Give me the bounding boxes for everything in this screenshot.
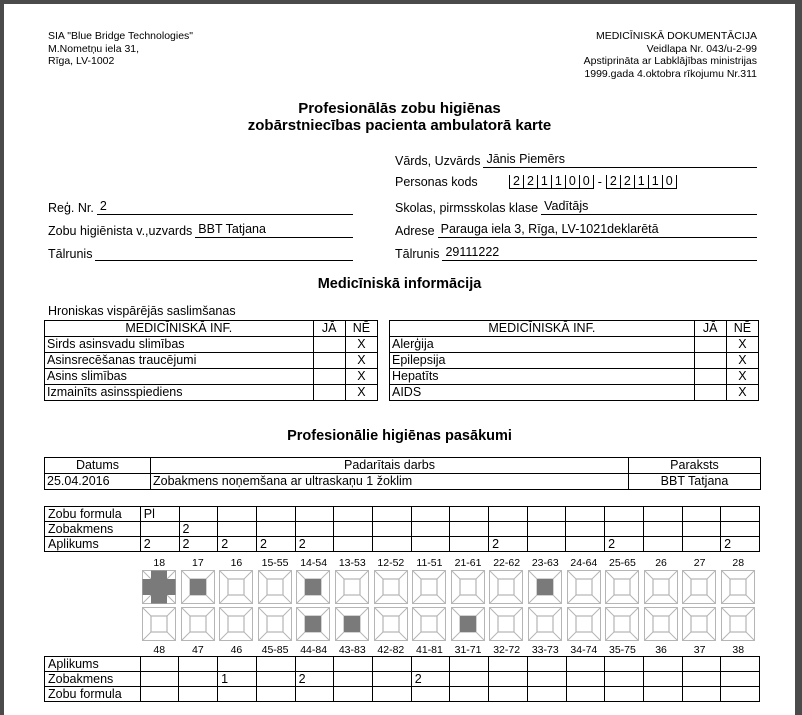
dental-cell[interactable] (334, 537, 373, 552)
dental-cell[interactable] (334, 522, 373, 537)
medical-table-left (44, 320, 378, 401)
dental-row (45, 537, 760, 552)
tooth-icon[interactable] (567, 607, 601, 641)
column-header: NĒ (345, 321, 377, 337)
yes-cell[interactable] (694, 353, 726, 369)
tooth-icon[interactable] (412, 570, 446, 604)
dental-cell[interactable] (721, 522, 760, 537)
patient-phone-value[interactable]: 29111222 (442, 245, 757, 261)
dental-cell[interactable] (721, 507, 760, 522)
hygienist-phone-field (48, 245, 353, 261)
dental-cell[interactable] (373, 657, 412, 672)
tooth-icon[interactable] (219, 607, 253, 641)
tooth-number: 21-61 (454, 557, 482, 569)
tooth-number: 42-82 (377, 644, 405, 656)
org-line: SIA "Blue Bridge Technologies" (48, 30, 194, 42)
filled-tooth-icon[interactable] (296, 607, 330, 641)
personal-code-digit: 2 (620, 175, 634, 188)
column-header: JĀ (694, 321, 726, 337)
tooth-icon[interactable] (374, 607, 408, 641)
personal-code-separator: - (597, 175, 602, 189)
dental-cell[interactable] (411, 522, 450, 537)
tooth-icon[interactable] (721, 570, 755, 604)
dental-cell[interactable] (373, 672, 412, 687)
dental-cell[interactable] (605, 657, 644, 672)
no-cell[interactable]: X (726, 369, 758, 385)
dental-cell[interactable] (605, 507, 644, 522)
column-header: Datums (45, 458, 151, 474)
procedures-table (44, 457, 761, 490)
yes-cell[interactable] (313, 385, 345, 401)
meta-line: 1999.gada 4.oktobra rīkojumu Nr.311 (584, 67, 757, 80)
dental-cell[interactable] (373, 687, 412, 702)
dental-cell[interactable]: 2 (721, 537, 760, 552)
tooth-icon[interactable] (489, 607, 523, 641)
dental-cell[interactable] (218, 657, 257, 672)
dental-cell[interactable] (721, 687, 760, 702)
tooth-number: 12-52 (377, 557, 405, 569)
school-value[interactable]: Vadītājs (541, 199, 757, 215)
dental-cell[interactable] (140, 657, 179, 672)
title-line-2: zobārstniecības pacienta ambulatorā karte (247, 117, 552, 134)
yes-cell[interactable] (313, 353, 345, 369)
dental-cell[interactable] (411, 687, 450, 702)
table-header-row (390, 321, 759, 337)
dental-row (45, 672, 760, 687)
patient-name-field (395, 152, 757, 168)
tooth-icon[interactable] (258, 607, 292, 641)
tooth-icon[interactable] (412, 607, 446, 641)
patient-name-value[interactable]: Jānis Piemērs (483, 152, 757, 168)
tooth-number: 25-65 (609, 557, 636, 569)
dental-cell[interactable] (605, 687, 644, 702)
dental-cell[interactable] (140, 687, 179, 702)
dental-cell[interactable]: Pl (140, 507, 179, 522)
medical-section-title: Medicīniskā informācija (317, 276, 482, 292)
dental-cell[interactable] (489, 687, 528, 702)
dental-cell[interactable] (643, 657, 682, 672)
tooth-number: 43-83 (338, 644, 366, 656)
tooth-number: 47 (192, 644, 204, 656)
filled-tooth-icon[interactable] (296, 570, 330, 604)
dental-cell[interactable] (334, 507, 373, 522)
procedure-date: 25.04.2016 (45, 474, 151, 490)
dental-cell[interactable] (179, 507, 218, 522)
org-line: Rīga, LV-1002 (48, 55, 115, 67)
yes-cell[interactable] (694, 337, 726, 353)
tooth-icon[interactable] (142, 607, 176, 641)
dental-cell[interactable] (450, 657, 489, 672)
yes-cell[interactable] (694, 369, 726, 385)
document-page (4, 4, 795, 715)
dental-cell[interactable] (721, 672, 760, 687)
dental-row (45, 687, 760, 702)
upper-teeth-table (44, 506, 760, 552)
organization-address (48, 30, 193, 68)
dental-cell[interactable] (682, 507, 721, 522)
dental-cell[interactable]: 2 (140, 537, 179, 552)
tooth-icon[interactable] (258, 570, 292, 604)
no-cell[interactable]: X (345, 369, 377, 385)
school-label: Skolas, pirmsskolas klase (395, 201, 539, 215)
tooth-number: 36 (655, 644, 667, 656)
address-value[interactable]: Parauga iela 3, Rīga, LV-1021deklarētā (438, 222, 757, 238)
personal-code-digit: 2 (523, 175, 537, 188)
dental-cell[interactable] (721, 657, 760, 672)
dental-cell[interactable] (566, 507, 605, 522)
procedures-section-title: Profesionālie higiēnas pasākumi (287, 428, 512, 444)
dental-row (45, 522, 760, 537)
medical-row (45, 337, 378, 353)
tooth-number: 22-62 (493, 557, 521, 569)
no-cell[interactable]: X (726, 385, 758, 401)
dental-cell[interactable] (566, 687, 605, 702)
school-field (395, 199, 757, 215)
condition-name: Asins slimības (45, 369, 314, 385)
dental-cell[interactable] (489, 657, 528, 672)
dental-cell[interactable] (566, 522, 605, 537)
meta-line: MEDICĪNISKĀ DOKUMENTĀCIJA (595, 30, 757, 42)
dental-cell[interactable] (411, 657, 450, 672)
dental-cell[interactable] (643, 522, 682, 537)
procedure-work: Zobakmens noņemšana ar ultraskaņu 1 žoklim (151, 474, 629, 490)
condition-name: Alerģija (390, 337, 695, 353)
hygienist-name-value[interactable]: BBT Tatjana (195, 222, 353, 238)
column-header: NĒ (726, 321, 758, 337)
dental-cell[interactable] (489, 522, 528, 537)
dental-cell[interactable] (527, 537, 566, 552)
dental-cell[interactable] (566, 657, 605, 672)
dental-cell[interactable] (489, 672, 528, 687)
dental-cell[interactable] (140, 522, 179, 537)
dental-row-label: Zobu formula (45, 507, 141, 522)
tooth-number: 34-74 (570, 644, 598, 656)
filled-tooth-icon[interactable] (451, 607, 485, 641)
personal-code-digit: 0 (579, 175, 594, 188)
address-field (395, 222, 757, 238)
medical-row (390, 353, 759, 369)
meta-line: Apstiprināta ar Labklājības ministrijas (583, 55, 757, 67)
dental-cell[interactable] (605, 522, 644, 537)
dental-row-label: Zobu formula (45, 687, 141, 702)
dental-cell[interactable] (373, 507, 412, 522)
dental-cell[interactable] (527, 507, 566, 522)
personal-code-digit: 1 (551, 175, 565, 188)
dental-cell[interactable]: 2 (179, 537, 218, 552)
dental-cell[interactable] (218, 687, 257, 702)
dental-cell[interactable] (527, 672, 566, 687)
dental-cell[interactable] (450, 537, 489, 552)
dental-cell[interactable]: 1 (218, 672, 257, 687)
tooth-number: 18 (153, 557, 166, 569)
condition-name: Epilepsija (390, 353, 695, 369)
dental-cell[interactable] (605, 672, 644, 687)
patient-phone-field (395, 245, 757, 261)
table-header-row (45, 458, 761, 474)
dental-cell[interactable]: 2 (489, 537, 528, 552)
hygienist-name-label: Zobu higiēnista v.,uzvards (48, 224, 193, 238)
patient-name-label: Vārds, Uzvārds (395, 154, 481, 168)
dental-cell[interactable] (218, 522, 257, 537)
dental-cell[interactable] (489, 507, 528, 522)
personal-code-digit: 2 (509, 175, 523, 188)
tooth-number: 27 (693, 557, 706, 569)
tooth-icon[interactable] (644, 607, 678, 641)
dental-cell[interactable] (682, 672, 721, 687)
hygienist-phone-value[interactable] (95, 245, 353, 261)
tooth-number: 17 (192, 557, 204, 569)
dental-cell[interactable] (295, 522, 334, 537)
tooth-number: 13-53 (338, 557, 366, 569)
tooth-number: 35-75 (609, 644, 636, 656)
dental-cell[interactable] (527, 657, 566, 672)
dental-row (45, 507, 760, 522)
dental-cell[interactable]: 2 (411, 672, 450, 687)
tooth-icon[interactable] (682, 607, 716, 641)
personal-code-part-2[interactable] (606, 175, 677, 189)
dental-cell[interactable] (643, 507, 682, 522)
tooth-number: 44-84 (300, 644, 328, 656)
medical-row (45, 369, 378, 385)
dental-cell[interactable]: 2 (605, 537, 644, 552)
medical-row (390, 385, 759, 401)
dental-cell[interactable] (256, 507, 295, 522)
tooth-icon[interactable] (219, 570, 253, 604)
tooth-icon[interactable] (451, 570, 485, 604)
tooth-number: 24-64 (570, 557, 598, 569)
tooth-icon[interactable] (528, 607, 562, 641)
dental-row (45, 657, 760, 672)
dental-cell[interactable]: 2 (218, 537, 257, 552)
dental-cell[interactable] (411, 537, 450, 552)
yes-cell[interactable] (694, 385, 726, 401)
tooth-number: 15-55 (261, 557, 289, 569)
column-header: JĀ (313, 321, 345, 337)
dental-cell[interactable] (218, 507, 257, 522)
tooth-icon[interactable] (721, 607, 755, 641)
dental-cell[interactable]: 2 (179, 522, 218, 537)
lower-teeth-table (44, 656, 760, 702)
meta-line: Veidlapa Nr. 043/u-2-99 (646, 42, 757, 55)
dental-cell[interactable] (682, 687, 721, 702)
tooth-icon[interactable] (335, 570, 369, 604)
no-cell[interactable]: X (345, 353, 377, 369)
tooth-number: 41-81 (416, 644, 443, 656)
dental-cell[interactable] (334, 687, 373, 702)
tooth-icon[interactable] (605, 570, 639, 604)
condition-name: AIDS (390, 385, 695, 401)
tooth-icon[interactable] (682, 570, 716, 604)
filled-tooth-icon[interactable] (528, 570, 562, 604)
procedure-row (45, 474, 761, 490)
dental-cell[interactable] (334, 657, 373, 672)
tooth-number: 45-85 (261, 644, 289, 656)
no-cell[interactable]: X (345, 337, 377, 353)
medical-row (390, 369, 759, 385)
medical-row (45, 353, 378, 369)
personal-code-digit: 1 (634, 175, 648, 188)
dental-cell[interactable] (256, 672, 295, 687)
tooth-number: 33-73 (531, 644, 559, 656)
yes-cell[interactable] (313, 337, 345, 353)
dental-cell[interactable] (643, 537, 682, 552)
condition-name: Hepatīts (390, 369, 695, 385)
tooth-number: 11-51 (416, 557, 443, 569)
patient-phone-label: Tālrunis (395, 247, 440, 261)
dental-cell[interactable] (373, 522, 412, 537)
dental-cell[interactable] (295, 687, 334, 702)
dental-cell[interactable] (682, 657, 721, 672)
dental-cell[interactable]: 2 (295, 537, 334, 552)
medical-table-right (389, 320, 759, 401)
tooth-number: 37 (693, 644, 706, 656)
personal-code-digit: 0 (662, 175, 677, 188)
dental-cell[interactable] (179, 687, 218, 702)
dental-cell[interactable] (256, 657, 295, 672)
personal-code-digit: 1 (537, 175, 551, 188)
condition-name: Izmainīts asinsspiediens (45, 385, 314, 401)
dental-cell[interactable] (373, 537, 412, 552)
no-cell[interactable]: X (726, 353, 758, 369)
condition-name: Sirds asinsvadu slimības (45, 337, 314, 353)
table-header-row (45, 321, 378, 337)
dental-cell[interactable]: 2 (295, 672, 334, 687)
tooth-icon[interactable] (644, 570, 678, 604)
no-cell[interactable]: X (345, 385, 377, 401)
registration-label: Reģ. Nr. (48, 201, 94, 215)
column-header: Paraksts (629, 458, 761, 474)
tooth-number: 26 (655, 557, 667, 569)
dental-row-label: Zobakmens (45, 672, 141, 687)
dental-cell[interactable] (450, 522, 489, 537)
dental-row-label: Aplikums (45, 537, 141, 552)
dental-cell[interactable] (179, 657, 218, 672)
missing-tooth-icon[interactable] (142, 570, 176, 604)
chronic-diseases-subtitle: Hroniskas vispārējās saslimšanas (48, 304, 236, 318)
tooth-icon[interactable] (567, 570, 601, 604)
dental-cell[interactable] (411, 507, 450, 522)
personal-code-part-1[interactable] (509, 175, 594, 189)
dental-cell[interactable] (450, 507, 489, 522)
hygienist-phone-label: Tālrunis (48, 247, 93, 261)
tooth-icon[interactable] (181, 607, 215, 641)
org-line: M.Nometņu iela 31, (48, 42, 140, 55)
tooth-number: 48 (153, 644, 166, 656)
dental-cell[interactable] (527, 687, 566, 702)
personal-code-digit: 2 (606, 175, 620, 188)
medical-row (390, 337, 759, 353)
no-cell[interactable]: X (726, 337, 758, 353)
dental-row-label: Zobakmens (45, 522, 141, 537)
dental-cell[interactable] (527, 522, 566, 537)
tooth-number: 31-71 (454, 644, 482, 656)
tooth-number: 23-63 (531, 557, 559, 569)
dental-cell[interactable] (682, 537, 721, 552)
registration-value[interactable]: 2 (97, 199, 353, 215)
personal-code-field (395, 175, 677, 189)
address-label: Adrese (395, 224, 435, 238)
tooth-number: 16 (230, 557, 243, 569)
personal-code-digit: 1 (648, 175, 662, 188)
filled-tooth-icon[interactable] (181, 570, 215, 604)
filled-tooth-icon[interactable] (335, 607, 369, 641)
dental-cell[interactable] (566, 672, 605, 687)
title-line-1: Profesionālās zobu higiēnas (298, 100, 501, 117)
tooth-number: 46 (230, 644, 243, 656)
yes-cell[interactable] (313, 369, 345, 385)
tooth-icon[interactable] (489, 570, 523, 604)
dental-cell[interactable] (295, 507, 334, 522)
dental-cell[interactable] (682, 522, 721, 537)
dental-cell[interactable] (179, 672, 218, 687)
column-header: MEDICĪNISKĀ INF. (45, 321, 314, 337)
dental-cell[interactable] (256, 687, 295, 702)
registration-field (48, 199, 353, 215)
medical-row (45, 385, 378, 401)
tooth-number: 14-54 (300, 557, 328, 569)
page-title (4, 100, 795, 134)
dental-cell[interactable] (295, 657, 334, 672)
condition-name: Asinsrecēšanas traucējumi (45, 353, 314, 369)
tooth-icon[interactable] (605, 607, 639, 641)
dental-cell[interactable] (643, 687, 682, 702)
dental-cell[interactable] (450, 672, 489, 687)
dental-cell[interactable] (140, 672, 179, 687)
dental-cell[interactable] (566, 537, 605, 552)
tooth-number: 28 (732, 557, 745, 569)
tooth-number: 32-72 (493, 644, 521, 656)
dental-cell[interactable] (334, 672, 373, 687)
column-header: MEDICĪNISKĀ INF. (390, 321, 695, 337)
dental-cell[interactable] (256, 522, 295, 537)
dental-cell[interactable] (643, 672, 682, 687)
dental-cell[interactable] (450, 687, 489, 702)
tooth-number: 38 (732, 644, 745, 656)
hygienist-name-field (48, 222, 353, 238)
dental-cell[interactable]: 2 (256, 537, 295, 552)
procedure-signature: BBT Tatjana (629, 474, 761, 490)
column-header: Padarītais darbs (151, 458, 629, 474)
personal-code-digit: 0 (565, 175, 579, 188)
personal-code-label: Personas kods (395, 175, 478, 189)
tooth-icon[interactable] (374, 570, 408, 604)
form-metadata (584, 30, 757, 80)
dental-row-label: Aplikums (45, 657, 141, 672)
